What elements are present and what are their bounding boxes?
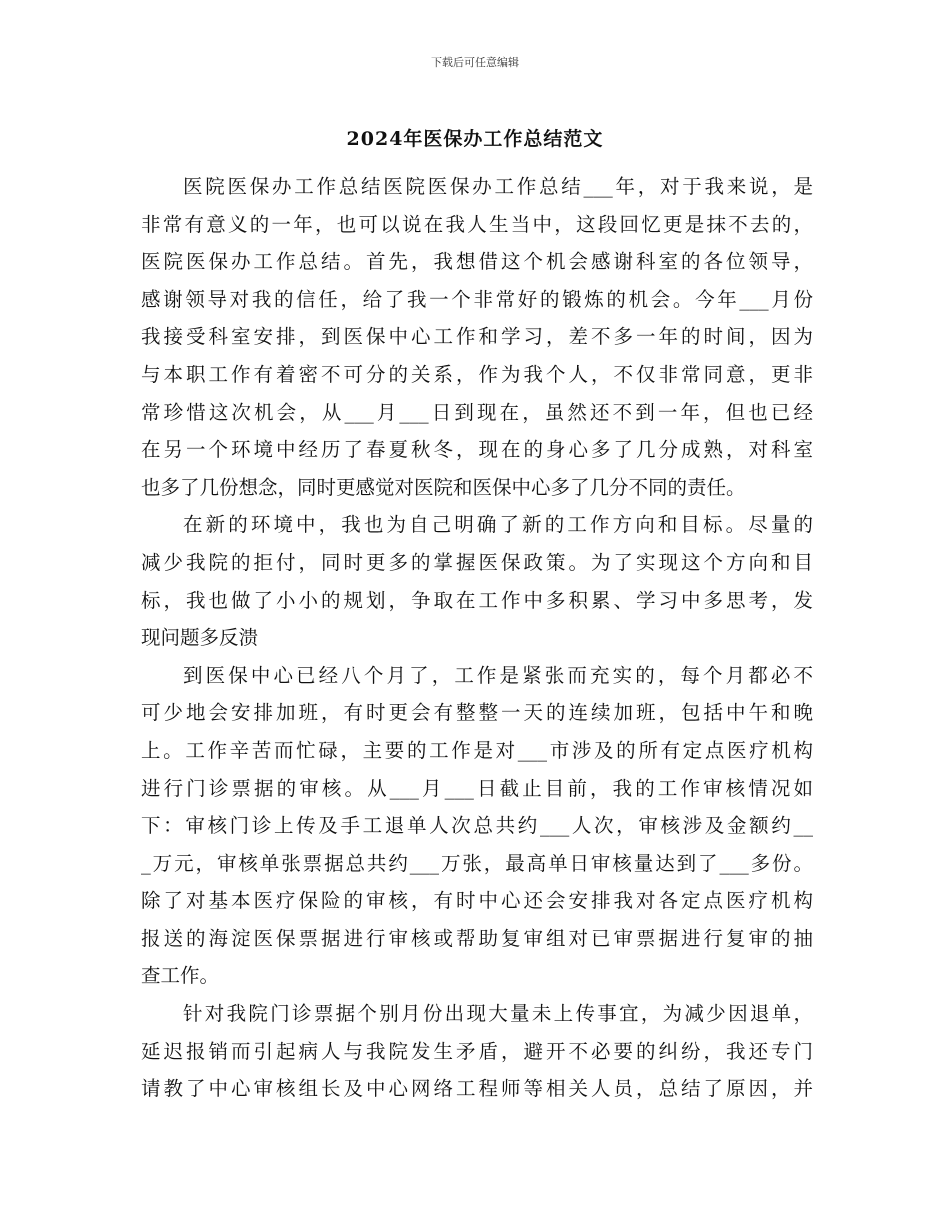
body-line: 除了对基本医疗保险的审核，有时中心还会安排我对各定点医疗机构 [141, 889, 813, 913]
body-line: 医院医保办工作总结医院医保办工作总结___年，对于我来说，是 [183, 175, 813, 198]
body-line: 进行门诊票据的审核。从___月___日截止目前，我的工作审核情况如 [141, 776, 813, 800]
body-line: _万元，审核单张票据总共约___万张，最高单日审核量达到了___多份。 [141, 851, 813, 875]
body-line: 我接受科室安排，到医保中心工作和学习，差不多一年的时间，因为 [141, 325, 813, 349]
body-line: 延迟报销而引起病人与我院发生矛盾，避开不必要的纠纷，我还专门 [141, 1039, 813, 1063]
body-line: 报送的海淀医保票据进行审核或帮助复审组对已审票据进行复审的抽 [141, 926, 813, 950]
body-line: 非常有意义的一年，也可以说在我人生当中，这段回忆更是抹不去的， [141, 212, 813, 236]
body-line: 常珍惜这次机会，从___月___日到现在，虽然还不到一年，但也已经 [141, 400, 813, 424]
document-title: 2024年医保办工作总结范文 [346, 128, 604, 150]
body-line: 可少地会安排加班，有时更会有整整一天的连续加班，包括中午和晚 [141, 701, 813, 725]
body-line: 标，我也做了小小的规划，争取在工作中多积累、学习中多思考，发 [141, 588, 813, 612]
body-line: 查工作。 [141, 964, 220, 988]
body-line: 也多了几份想念，同时更感觉对医院和医保中心多了几分不同的责任。 [141, 475, 746, 499]
body-line: 医院医保办工作总结。首先，我想借这个机会感谢科室的各位领导， [141, 250, 813, 274]
body-line: 与本职工作有着密不可分的关系，作为我个人，不仅非常同意，更非 [141, 362, 813, 386]
body-line: 请教了中心审核组长及中心网络工程师等相关人员，总结了原因，并 [141, 1077, 813, 1101]
body-line: 到医保中心已经八个月了，工作是紧张而充实的，每个月都必不 [183, 663, 813, 687]
page-header-note: 下载后可任意编辑 [431, 56, 519, 69]
document-body [141, 168, 813, 1108]
body-line: 下：审核门诊上传及手工退单人次总共约___人次，审核涉及金额约__ [141, 814, 813, 838]
body-line: 感谢领导对我的信任，给了我一个非常好的锻炼的机会。今年___月份 [141, 287, 813, 311]
body-line: 在新的环境中，我也为自己明确了新的工作方向和目标。尽量的 [183, 513, 813, 537]
body-line: 现问题多反溃 [141, 626, 259, 650]
body-line: 在另一个环境中经历了春夏秋冬，现在的身心多了几分成熟，对科室 [141, 438, 813, 462]
body-line: 针对我院门诊票据个别月份出现大量未上传事宜，为减少因退单， [183, 1002, 813, 1026]
body-line: 减少我院的拒付，同时更多的掌握医保政策。为了实现这个方向和目 [141, 550, 813, 574]
body-line: 上。工作辛苦而忙碌，主要的工作是对___市涉及的所有定点医疗机构 [141, 738, 813, 762]
